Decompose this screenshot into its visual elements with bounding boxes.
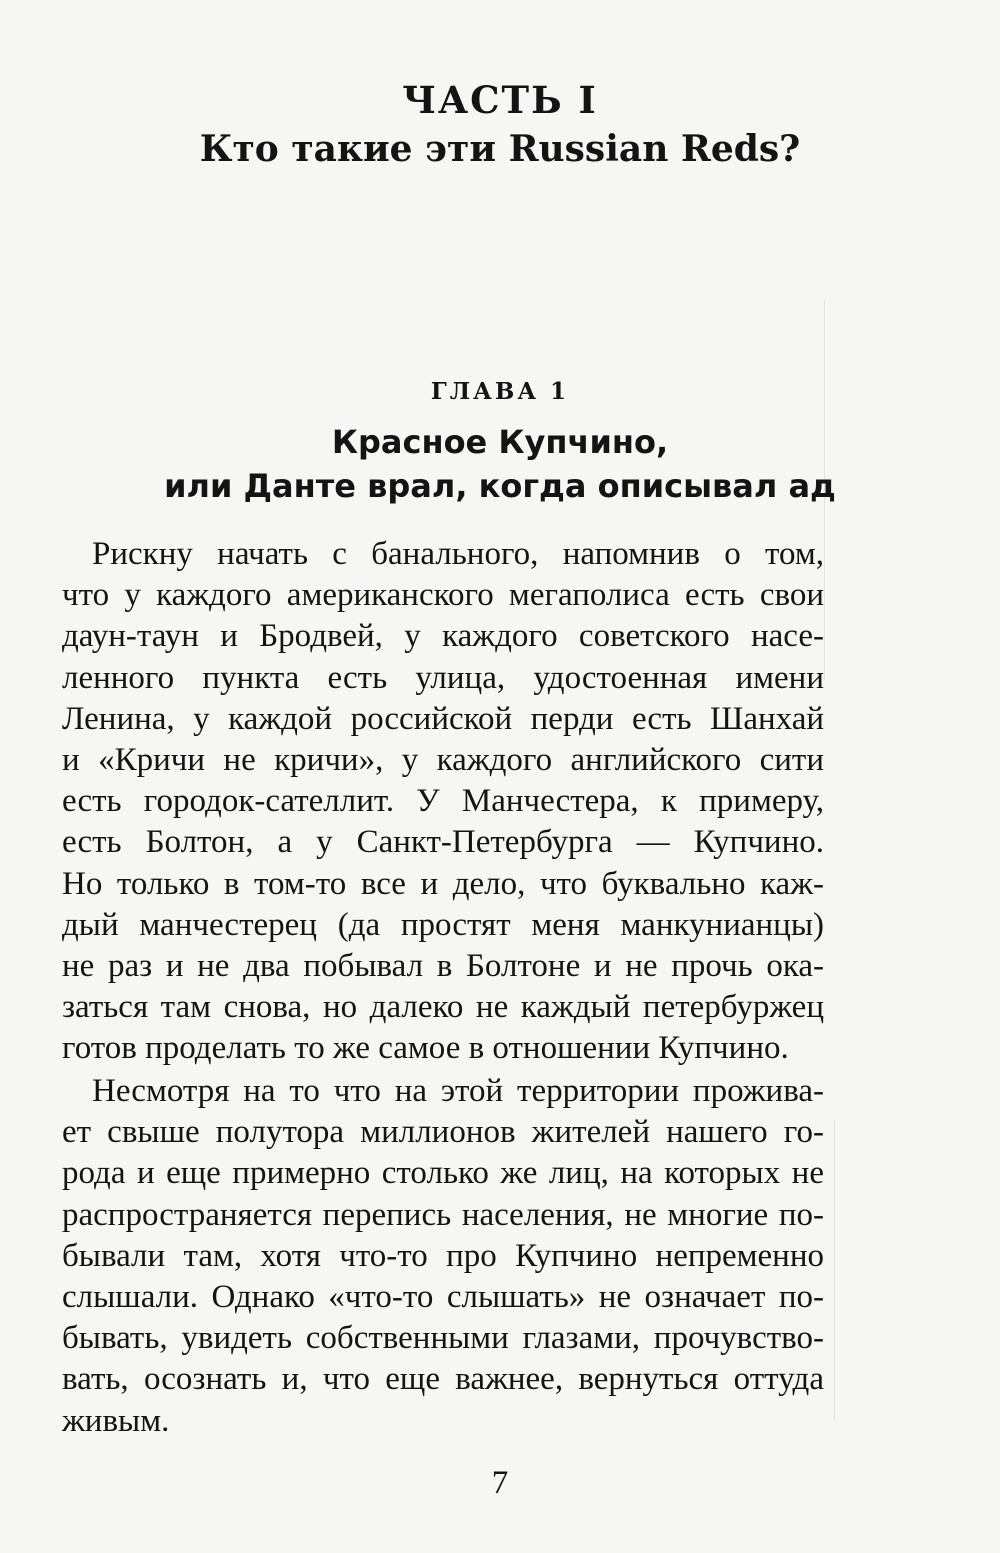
text-line: даун-таун и Бродвей, у каждого советского насе- — [62, 618, 824, 655]
chapter-label: ГЛАВА 1 — [430, 378, 570, 405]
chapter-title-line: Красное Купчино, — [331, 423, 669, 461]
text-line: распространяется перепись населения, не многие по- — [62, 1196, 824, 1233]
text-line: готов проделать то же самое в отношении Купчино. — [62, 1030, 789, 1067]
text-line: живым. — [62, 1402, 170, 1439]
text-line: Ленина, у каждой российской перди есть Шанхай — [62, 700, 824, 737]
text-line: слышали. Однако «что-то слышать» не означает по- — [62, 1278, 824, 1315]
text-line: что у каждого американского мегаполиса есть свои — [62, 577, 824, 614]
text-line: не раз и не два побывал в Болтоне и не прочь ока- — [62, 947, 824, 984]
chapter-title-line: или Данте врал, когда описывал ад — [164, 467, 836, 505]
text-line: и «Кричи не кричи», у каждого английского сити — [62, 741, 824, 778]
text-line: Несмотря на то что на этой территории прожива- — [92, 1073, 824, 1109]
text-line: есть Болтон, а у Санкт-Петербурга — Купчино. — [62, 824, 824, 861]
part-title: Кто такие эти Russian Reds? — [199, 128, 801, 170]
text-line: ленного пункта есть улица, удостоенная имени — [62, 659, 824, 696]
paragraph — [62, 1071, 824, 1442]
paragraph — [62, 534, 824, 1069]
bleed-through-mark — [834, 1120, 835, 1420]
text-line: Но только в том-то все и дело, что буквально каж- — [62, 865, 824, 902]
page-number: 7 — [491, 1465, 509, 1501]
text-line: ет свыше полутора миллионов жителей нашего го- — [62, 1114, 824, 1151]
chapter-title — [0, 420, 1000, 508]
text-line: бывали там, хотя что-то про Купчино непременно — [62, 1237, 824, 1274]
text-line: рода и еще примерно столько же лиц, на которых не — [62, 1155, 824, 1192]
text-line: Рискну начать с банального, напомнив о том, — [92, 536, 824, 572]
part-label: ЧАСТЬ I — [402, 78, 598, 122]
text-line: заться там снова, но далеко не каждый петербуржец — [62, 989, 824, 1026]
text-line: вать, осознать и, что еще важнее, вернуться оттуда — [62, 1361, 824, 1398]
text-line: дый манчестерец (да простят меня манкунианцы) — [62, 906, 824, 943]
text-line: бывать, увидеть собственными глазами, прочувство- — [62, 1320, 824, 1357]
text-line: есть городок-сателлит. У Манчестера, к примеру, — [62, 783, 824, 820]
